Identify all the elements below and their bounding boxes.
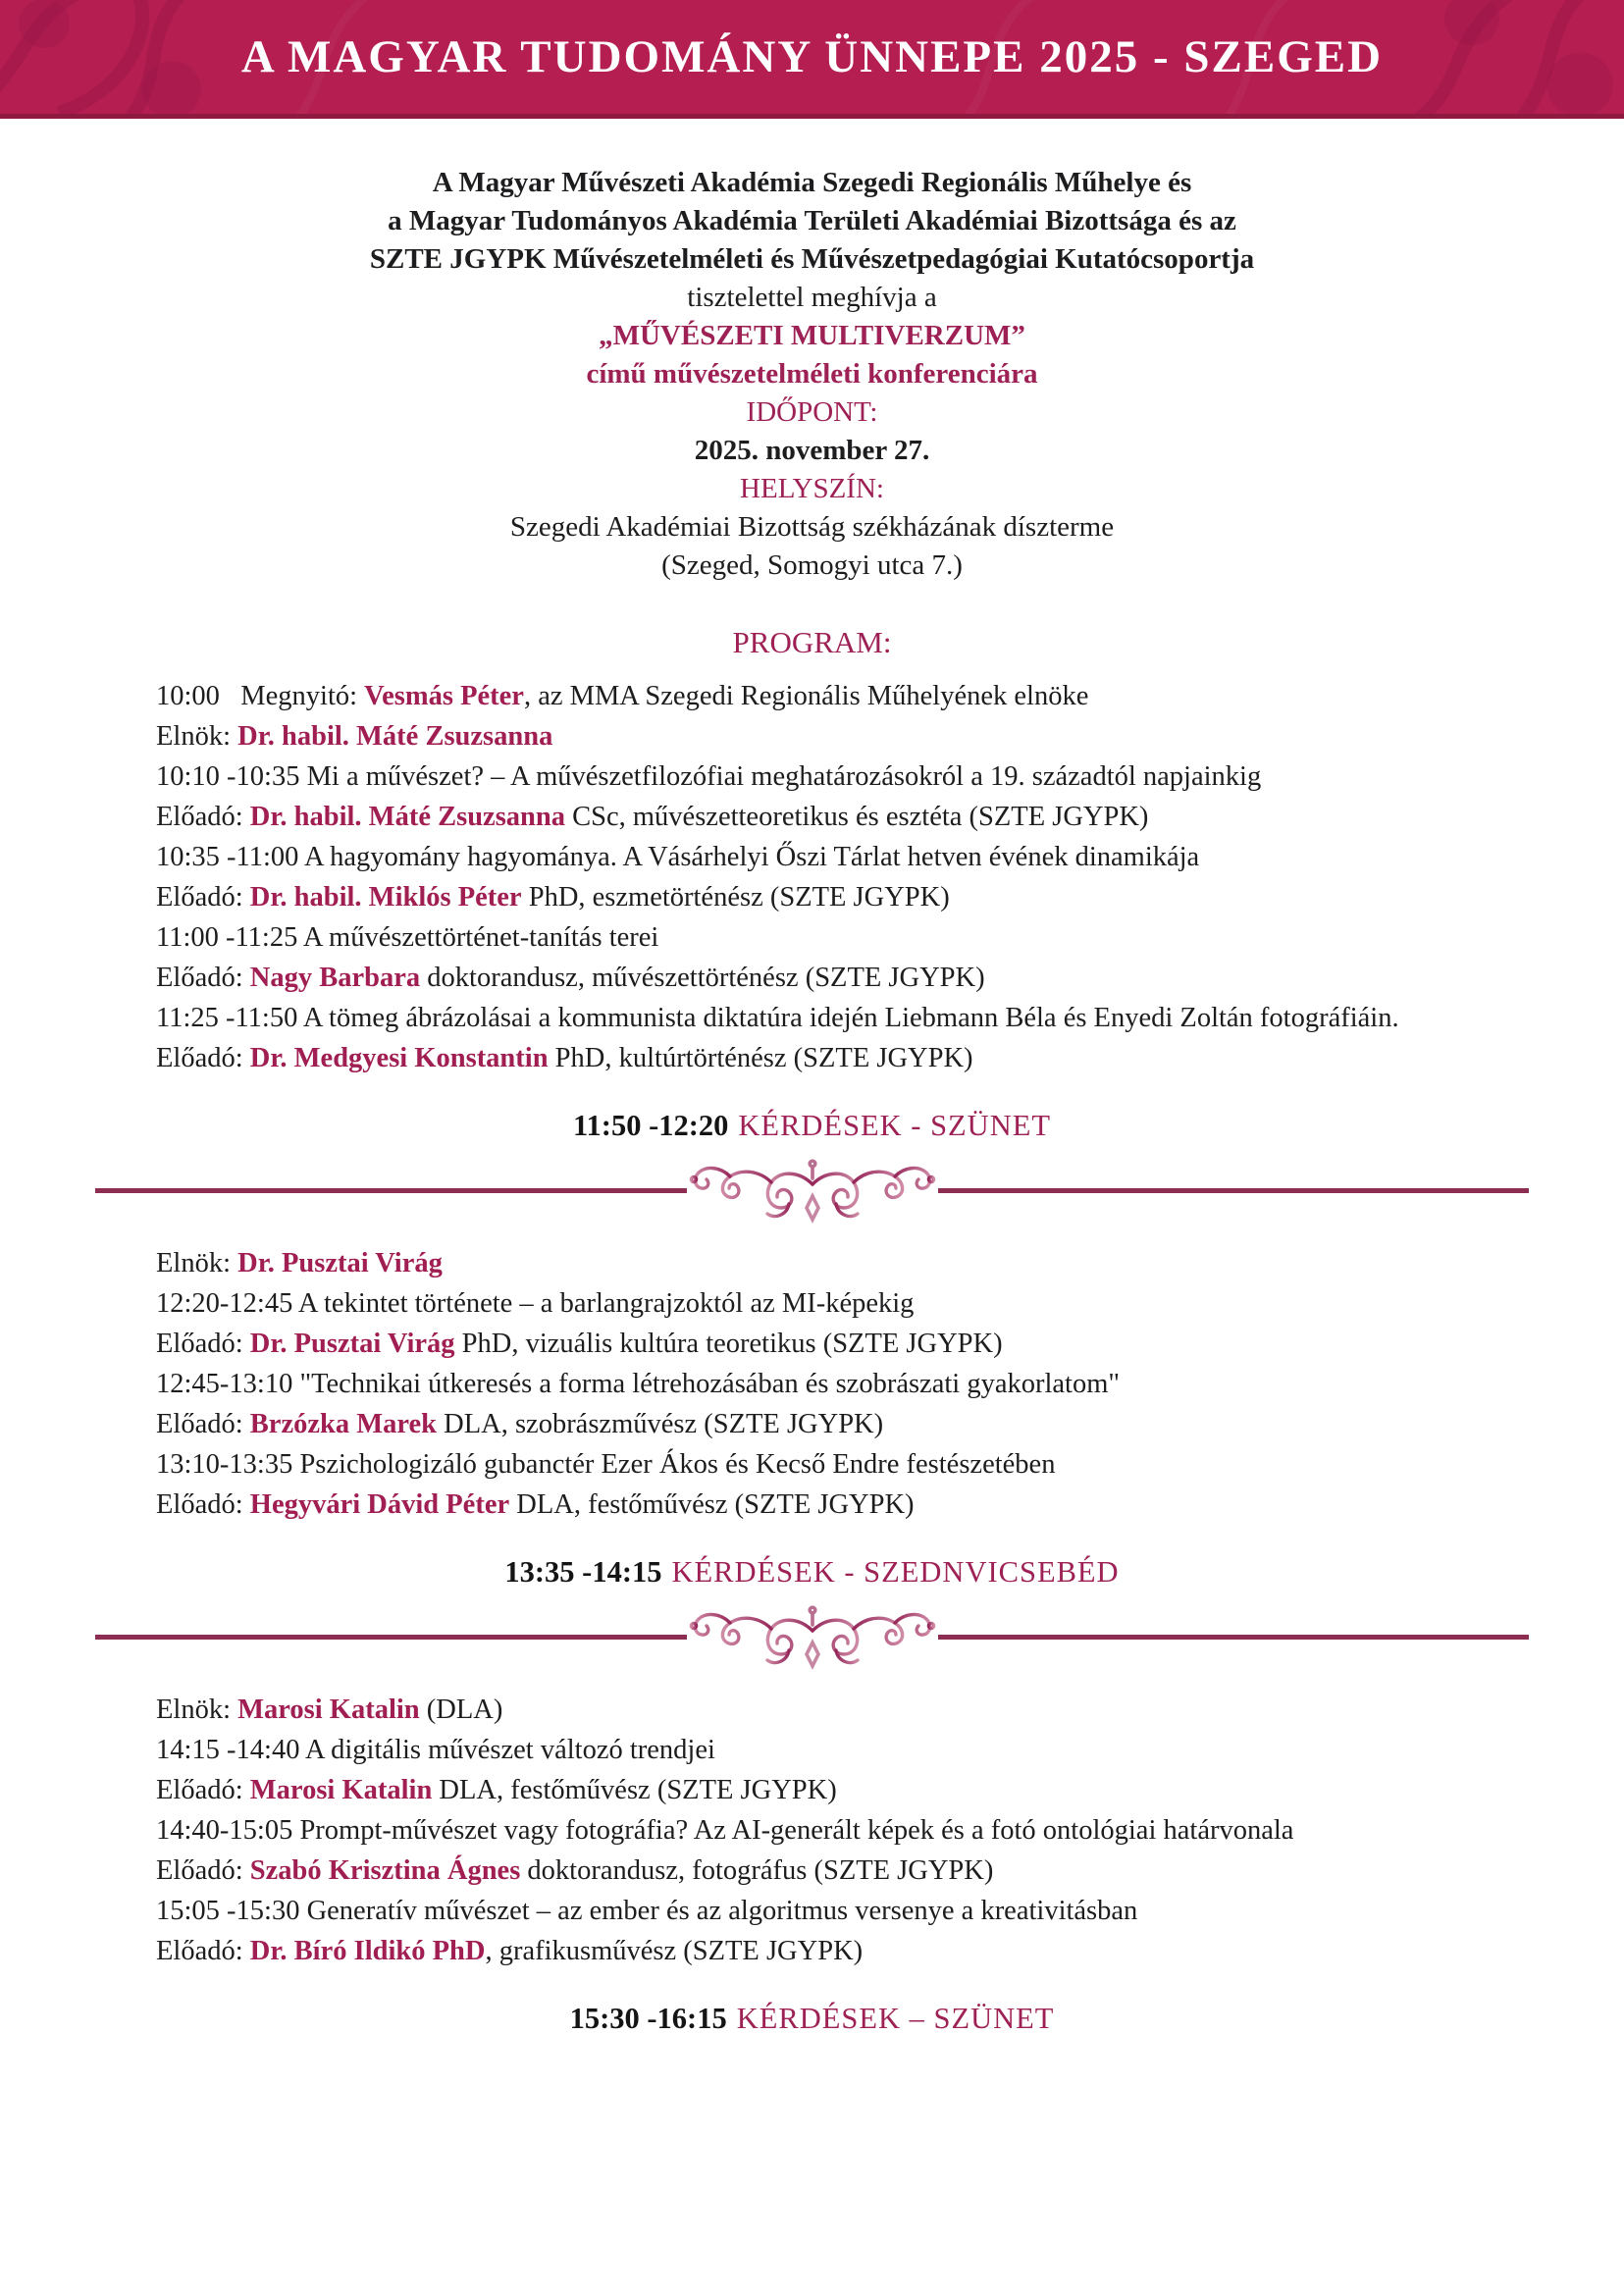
program-heading: PROGRAM: — [732, 625, 892, 659]
text-segment: doktorandusz, fotográfus (SZTE JGYPK) — [520, 1855, 994, 1886]
text-segment: Előadó: — [156, 1489, 250, 1520]
text-segment: doktorandusz, művészettörténész (SZTE JGYPK) — [420, 963, 985, 993]
program-row — [156, 837, 1468, 877]
program-row — [156, 1810, 1468, 1851]
break-time: 13:35 -14:15 — [504, 1555, 662, 1589]
text-segment: Elnök: — [156, 721, 238, 752]
break-label: KÉRDÉSEK – SZÜNET — [736, 2002, 1055, 2035]
text-segment: Előadó: — [156, 1936, 250, 1966]
program-row — [156, 676, 1468, 716]
program-row — [156, 1283, 1468, 1324]
divider-line-right — [938, 1188, 1530, 1193]
session-break — [156, 1999, 1468, 2038]
page-title: A MAGYAR TUDOMÁNY ÜNNEPE 2025 - SZEGED — [240, 31, 1384, 82]
section-divider — [156, 1597, 1468, 1680]
speaker-name: Brzózka Marek — [249, 1409, 437, 1439]
program-row — [156, 998, 1468, 1038]
program-row — [156, 1404, 1468, 1444]
section-divider — [156, 1151, 1468, 1233]
program-row — [156, 1851, 1468, 1891]
divider-line-left — [95, 1188, 687, 1193]
text-segment: Előadó: — [156, 882, 250, 913]
flourish-ornament-icon — [681, 1153, 944, 1235]
invitation-intro — [0, 164, 1624, 585]
break-label: KÉRDÉSEK - SZEDNVICSEBÉD — [671, 1555, 1120, 1589]
flourish-ornament-icon — [681, 1599, 944, 1682]
divider-line-left — [95, 1635, 687, 1640]
speaker-name: Szabó Krisztina Ágnes — [249, 1855, 521, 1886]
text-segment: 10:00 Megnyitó: — [156, 681, 365, 711]
text-segment: 12:20-12:45 A tekintet története – a barlangrajzoktól az MI-képekig — [156, 1288, 915, 1319]
text-segment: DLA, szobrászművész (SZTE JGYPK) — [437, 1409, 884, 1439]
text-segment: PhD, kultúrtörténész (SZTE JGYPK) — [548, 1043, 973, 1073]
program-row — [156, 1931, 1468, 1971]
program-row — [156, 797, 1468, 837]
text-segment: 15:05 -15:30 Generatív művészet – az ember és az algoritmus versenye a kreativitásban — [156, 1896, 1138, 1926]
text-segment: CSc, művészetteoretikus és esztéta (SZTE JGYPK) — [565, 802, 1149, 832]
text-segment: 11:25 -11:50 A tömeg ábrázolásai a kommunista diktatúra idején Liebmann Béla és Enyedi Zoltán fotográfiáin. — [156, 1003, 1399, 1033]
program-row — [156, 877, 1468, 917]
speaker-name: Dr. habil. Máté Zsuzsanna — [249, 802, 565, 832]
program-row — [156, 756, 1468, 797]
intro-line: (Szeged, Somogyi utca 7.) — [661, 549, 963, 581]
intro-line: „MŰVÉSZETI MULTIVERZUM” — [599, 320, 1025, 351]
speaker-name: Marosi Katalin — [237, 1695, 420, 1725]
text-segment: 14:15 -14:40 A digitális művészet változó trendjei — [156, 1735, 715, 1765]
text-segment: 12:45-13:10 "Technikai útkeresés a forma létrehozásában és szobrászati gyakorlatom" — [156, 1369, 1120, 1399]
text-segment: Előadó: — [156, 1043, 250, 1073]
text-segment: Előadó: — [156, 1775, 250, 1805]
intro-line: tisztelettel meghívja a — [687, 282, 937, 313]
text-segment: Elnök: — [156, 1695, 238, 1725]
text-segment: Előadó: — [156, 1855, 250, 1886]
speaker-name: Dr. habil. Miklós Péter — [249, 882, 522, 913]
text-segment: Előadó: — [156, 1329, 250, 1359]
program-row — [156, 1770, 1468, 1810]
text-segment: , az MMA Szegedi Regionális Műhelyének elnöke — [523, 681, 1089, 711]
text-segment: , grafikusművész (SZTE JGYPK) — [485, 1936, 864, 1966]
text-segment: DLA, festőművész (SZTE JGYPK) — [432, 1775, 837, 1805]
divider-line-right — [938, 1635, 1530, 1640]
program-row — [156, 1038, 1468, 1078]
intro-line: HELYSZÍN: — [740, 473, 884, 504]
program-row — [156, 1690, 1468, 1730]
speaker-name: Nagy Barbara — [249, 963, 421, 993]
program-row — [156, 1364, 1468, 1404]
banner — [0, 0, 1624, 119]
program-row — [156, 1324, 1468, 1364]
text-segment: (DLA) — [419, 1695, 503, 1725]
intro-line: 2025. november 27. — [694, 435, 930, 466]
text-segment: 10:10 -10:35 Mi a művészet? – A művészetfilozófiai meghatározásokról a 19. századtól napjainkig — [156, 761, 1262, 792]
text-segment: PhD, vizuális kultúra teoretikus (SZTE JGYPK) — [454, 1329, 1003, 1359]
program-row — [156, 958, 1468, 998]
text-segment: 13:10-13:35 Pszichologizáló gubanctér Ezer Ákos és Kecső Endre festészetében — [156, 1449, 1056, 1480]
break-time: 15:30 -16:15 — [569, 2002, 727, 2035]
session-break — [156, 1106, 1468, 1145]
intro-line: Szegedi Akadémiai Bizottság székházának díszterme — [509, 511, 1115, 543]
intro-line: IDŐPONT: — [746, 396, 878, 428]
program-row — [156, 1485, 1468, 1525]
break-label: KÉRDÉSEK - SZÜNET — [738, 1109, 1051, 1142]
speaker-name: Dr. habil. Máté Zsuzsanna — [237, 721, 553, 752]
program-row — [156, 1730, 1468, 1770]
text-segment: Elnök: — [156, 1248, 238, 1278]
text-segment: PhD, eszmetörténész (SZTE JGYPK) — [521, 882, 950, 913]
speaker-name: Hegyvári Dávid Péter — [249, 1489, 510, 1520]
text-segment: DLA, festőművész (SZTE JGYPK) — [509, 1489, 915, 1520]
intro-line: SZTE JGYPK Művészetelméleti és Művészetpedagógiai Kutatócsoportja — [369, 243, 1255, 275]
text-segment: 11:00 -11:25 A művészettörténet-tanítás terei — [156, 922, 659, 953]
text-segment: 10:35 -11:00 A hagyomány hagyománya. A Vásárhelyi Őszi Tárlat hetven évének dinamikája — [156, 842, 1200, 872]
text-segment: 14:40-15:05 Prompt-művészet vagy fotográfia? Az AI-generált képek és a fotó ontológiai határvonala — [156, 1815, 1294, 1846]
program-row — [156, 1891, 1468, 1931]
speaker-name: Vesmás Péter — [364, 681, 524, 711]
intro-line: A Magyar Művészeti Akadémia Szegedi Regionális Műhelye és — [432, 167, 1192, 198]
program-row — [156, 1444, 1468, 1485]
speaker-name: Marosi Katalin — [249, 1775, 433, 1805]
intro-line: a Magyar Tudományos Akadémia Területi Akadémiai Bizottsága és az — [388, 205, 1236, 236]
speaker-name: Dr. Bíró Ildikó PhD — [249, 1936, 486, 1966]
speaker-name: Dr. Pusztai Virág — [237, 1248, 443, 1278]
text-segment: Előadó: — [156, 1409, 250, 1439]
break-time: 11:50 -12:20 — [572, 1109, 729, 1142]
text-segment: Előadó: — [156, 802, 250, 832]
intro-line: című művészetelméleti konferenciára — [586, 358, 1038, 390]
program-row — [156, 1243, 1468, 1283]
speaker-name: Dr. Medgyesi Konstantin — [249, 1043, 549, 1073]
program-row — [156, 917, 1468, 958]
program-list — [156, 676, 1468, 2038]
text-segment: Előadó: — [156, 963, 250, 993]
program-row — [156, 716, 1468, 756]
session-break — [156, 1552, 1468, 1591]
speaker-name: Dr. Pusztai Virág — [249, 1329, 455, 1359]
